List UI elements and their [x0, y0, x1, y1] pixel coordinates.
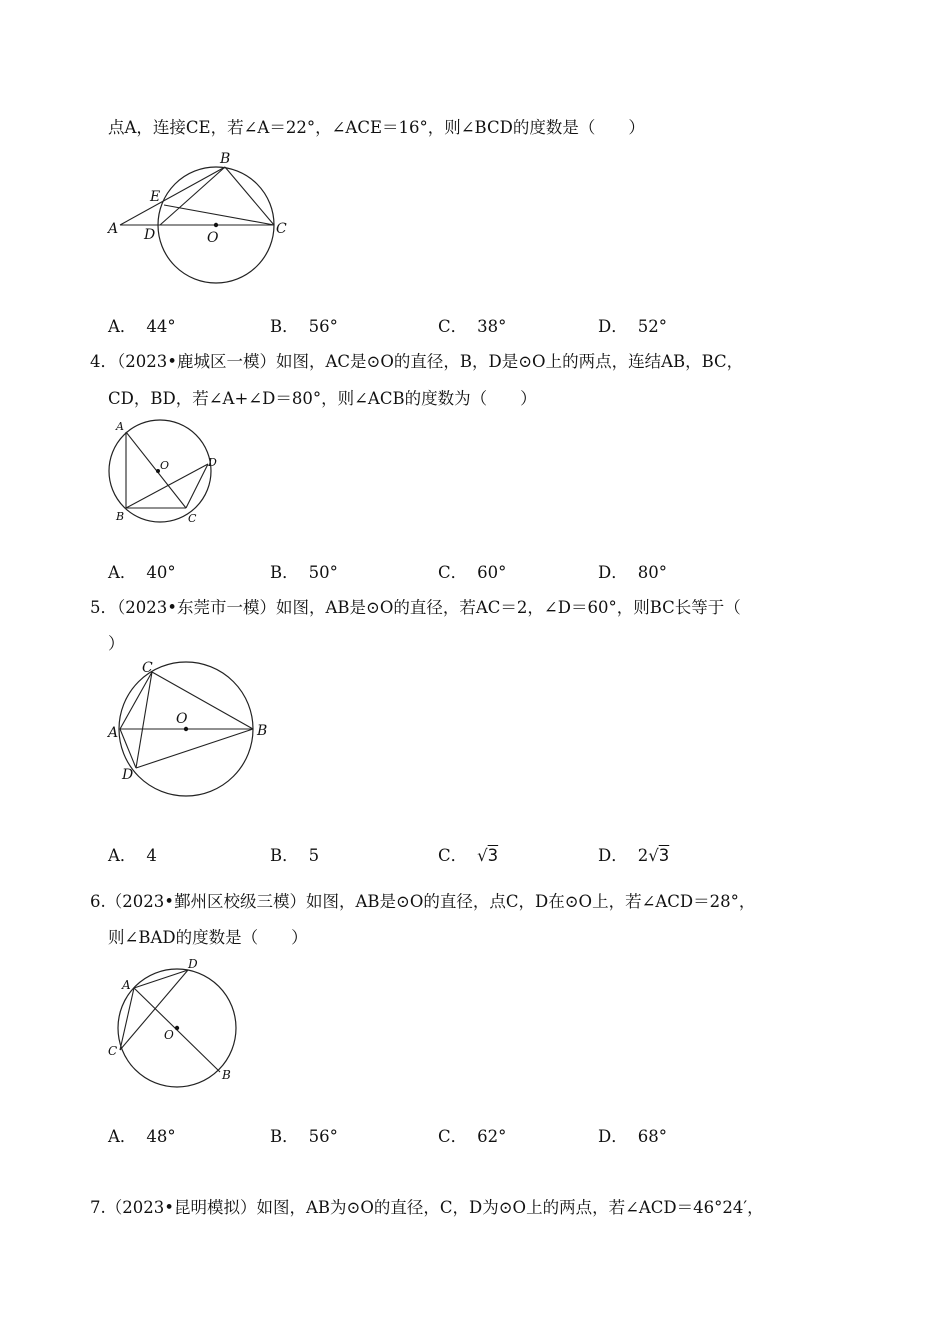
sqrt-3: √3: [477, 846, 499, 865]
q4-options: [108, 559, 808, 583]
q5-label-a: A: [108, 725, 119, 741]
q6-label-d: D: [188, 957, 198, 971]
q4-option-b[interactable]: B． 50°: [270, 563, 338, 582]
q4-label-o: O: [160, 459, 170, 472]
q3-label-b: B: [220, 151, 231, 167]
q5-label-d: D: [122, 767, 134, 783]
q5-option-b[interactable]: B． 5: [270, 846, 320, 865]
sqrt-3: √3: [648, 846, 670, 865]
q5-option-d[interactable]: D． 2√3: [598, 846, 670, 865]
q6-option-d[interactable]: D． 68°: [598, 1127, 667, 1146]
q6-option-a[interactable]: A． 48°: [108, 1127, 176, 1146]
q3-figure: [100, 145, 300, 295]
q5-figure: [100, 660, 280, 800]
q4-line1: 4．（2023•鹿城区一模）如图，AC是⊙O的直径，B，D是⊙O上的两点，连结AB，BC，: [90, 352, 744, 371]
q3-text: 点A，连接CE，若∠A＝22°，∠ACE＝16°，则∠BCD的度数是（ ）: [108, 118, 645, 137]
q3-label-d: D: [144, 227, 156, 243]
q3-label-e: E: [150, 189, 161, 205]
q6-label-c: C: [108, 1044, 118, 1058]
q6-figure: [100, 955, 250, 1085]
q5-label-b: B: [257, 723, 268, 739]
q3-label-a: A: [108, 221, 119, 237]
q6-label-b: B: [222, 1068, 231, 1082]
q4-option-d[interactable]: D． 80°: [598, 563, 667, 582]
q4-label-a: A: [116, 420, 124, 433]
q5-options: [108, 842, 808, 866]
q3-options: [108, 313, 808, 337]
q4-label-b: B: [116, 510, 125, 523]
q6-options: [108, 1123, 808, 1147]
q5-label-c: C: [142, 660, 153, 676]
q5-line1: 5．（2023•东莞市一模）如图，AB是⊙O的直径，若AC＝2，∠D＝60°，则BC长等于（: [90, 598, 741, 617]
q4-label-c: C: [188, 512, 197, 525]
q3-option-a[interactable]: A． 44°: [108, 317, 176, 336]
q5-label-o: O: [176, 711, 188, 727]
q3-label-c: C: [276, 221, 287, 237]
q3-option-d[interactable]: D． 52°: [598, 317, 667, 336]
q3-option-c[interactable]: C． 38°: [438, 317, 507, 336]
q5-line2: ）: [108, 634, 125, 653]
q5-option-c[interactable]: C． √3: [438, 846, 499, 865]
q5-option-a[interactable]: A． 4: [108, 846, 157, 865]
q6-label-a: A: [122, 978, 131, 992]
q4-option-c[interactable]: C． 60°: [438, 563, 507, 582]
q6-option-c[interactable]: C． 62°: [438, 1127, 507, 1146]
q3-label-o: O: [207, 230, 219, 246]
q6-option-b[interactable]: B． 56°: [270, 1127, 338, 1146]
q6-line1: 6.（2023•鄞州区校级三模）如图，AB是⊙O的直径，点C，D在⊙O上，若∠ACD＝28°，: [90, 892, 756, 911]
q4-figure: [100, 420, 230, 530]
q6-label-o: O: [164, 1028, 174, 1042]
q3-option-b[interactable]: B． 56°: [270, 317, 338, 336]
q4-label-d: D: [208, 456, 217, 469]
q4-line2: CD，BD，若∠A+∠D＝80°，则∠ACB的度数为（ ）: [108, 389, 537, 408]
q7-line1: 7.（2023•昆明模拟）如图，AB为⊙O的直径，C，D为⊙O上的两点，若∠ACD＝46°24′，: [90, 1198, 764, 1217]
q4-option-a[interactable]: A． 40°: [108, 563, 176, 582]
q6-line2: 则∠BAD的度数是（ ）: [108, 928, 308, 947]
